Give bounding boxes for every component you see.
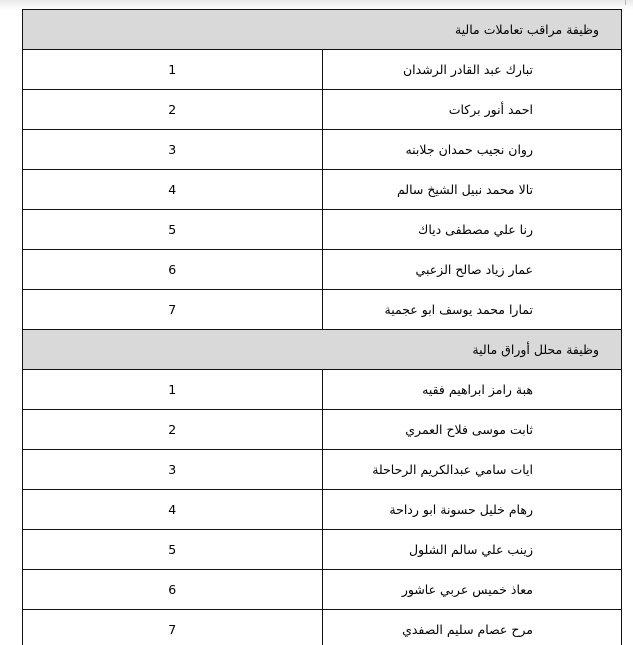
- number-cell: 5: [23, 210, 323, 250]
- table-row: [23, 570, 622, 610]
- number-cell: 7: [23, 610, 323, 645]
- name-cell: تالا محمد نبيل الشيخ سالم: [322, 170, 622, 210]
- number-cell: 2: [23, 90, 323, 130]
- table-row: [23, 170, 622, 210]
- name-cell: ثابت موسى فلاح العمري: [322, 410, 622, 450]
- table-row: [23, 370, 622, 410]
- name-cell: زينب علي سالم الشلول: [322, 530, 622, 570]
- name-cell: رهام خليل حسونة ابو رداحة: [322, 490, 622, 530]
- section-header-row: [23, 330, 622, 370]
- number-cell: 6: [23, 250, 323, 290]
- number-cell: 1: [23, 50, 323, 90]
- table-row: [23, 410, 622, 450]
- number-cell: 3: [23, 450, 323, 490]
- section-title: وظيفة محلل أوراق مالية: [23, 330, 622, 370]
- name-cell: رنا علي مصطفى دياك: [322, 210, 622, 250]
- table-row: [23, 130, 622, 170]
- number-cell: 1: [23, 370, 323, 410]
- name-cell: احمد أنور بركات: [322, 90, 622, 130]
- table-row: [23, 50, 622, 90]
- section-title: وظيفة مراقب تعاملات مالية: [23, 10, 622, 50]
- table-row: [23, 250, 622, 290]
- page-corner-mark: [625, 0, 629, 5]
- table-row: [23, 90, 622, 130]
- number-cell: 3: [23, 130, 323, 170]
- table-row: [23, 490, 622, 530]
- number-cell: 6: [23, 570, 323, 610]
- number-cell: 4: [23, 170, 323, 210]
- name-cell: هبة رامز ابراهيم فقيه: [322, 370, 622, 410]
- name-cell: ايات سامي عبدالكريم الرحاحلة: [322, 450, 622, 490]
- table-row: [23, 610, 622, 645]
- number-cell: 2: [23, 410, 323, 450]
- table-row: [23, 530, 622, 570]
- number-cell: 4: [23, 490, 323, 530]
- name-cell: روان نجيب حمدان جلابنه: [322, 130, 622, 170]
- name-cell: معاذ خميس عربي عاشور: [322, 570, 622, 610]
- name-cell: تبارك عبد القادر الرشدان: [322, 50, 622, 90]
- table-row: [23, 290, 622, 330]
- number-cell: 5: [23, 530, 323, 570]
- table-row: [23, 450, 622, 490]
- name-cell: عمار زياد صالح الزعبي: [322, 250, 622, 290]
- name-cell: تمارا محمد يوسف ابو عجمية: [322, 290, 622, 330]
- section-header-row: [23, 10, 622, 50]
- number-cell: 7: [23, 290, 323, 330]
- candidates-table: [22, 9, 622, 645]
- table-row: [23, 210, 622, 250]
- name-cell: مرح عصام سليم الصفدي: [322, 610, 622, 645]
